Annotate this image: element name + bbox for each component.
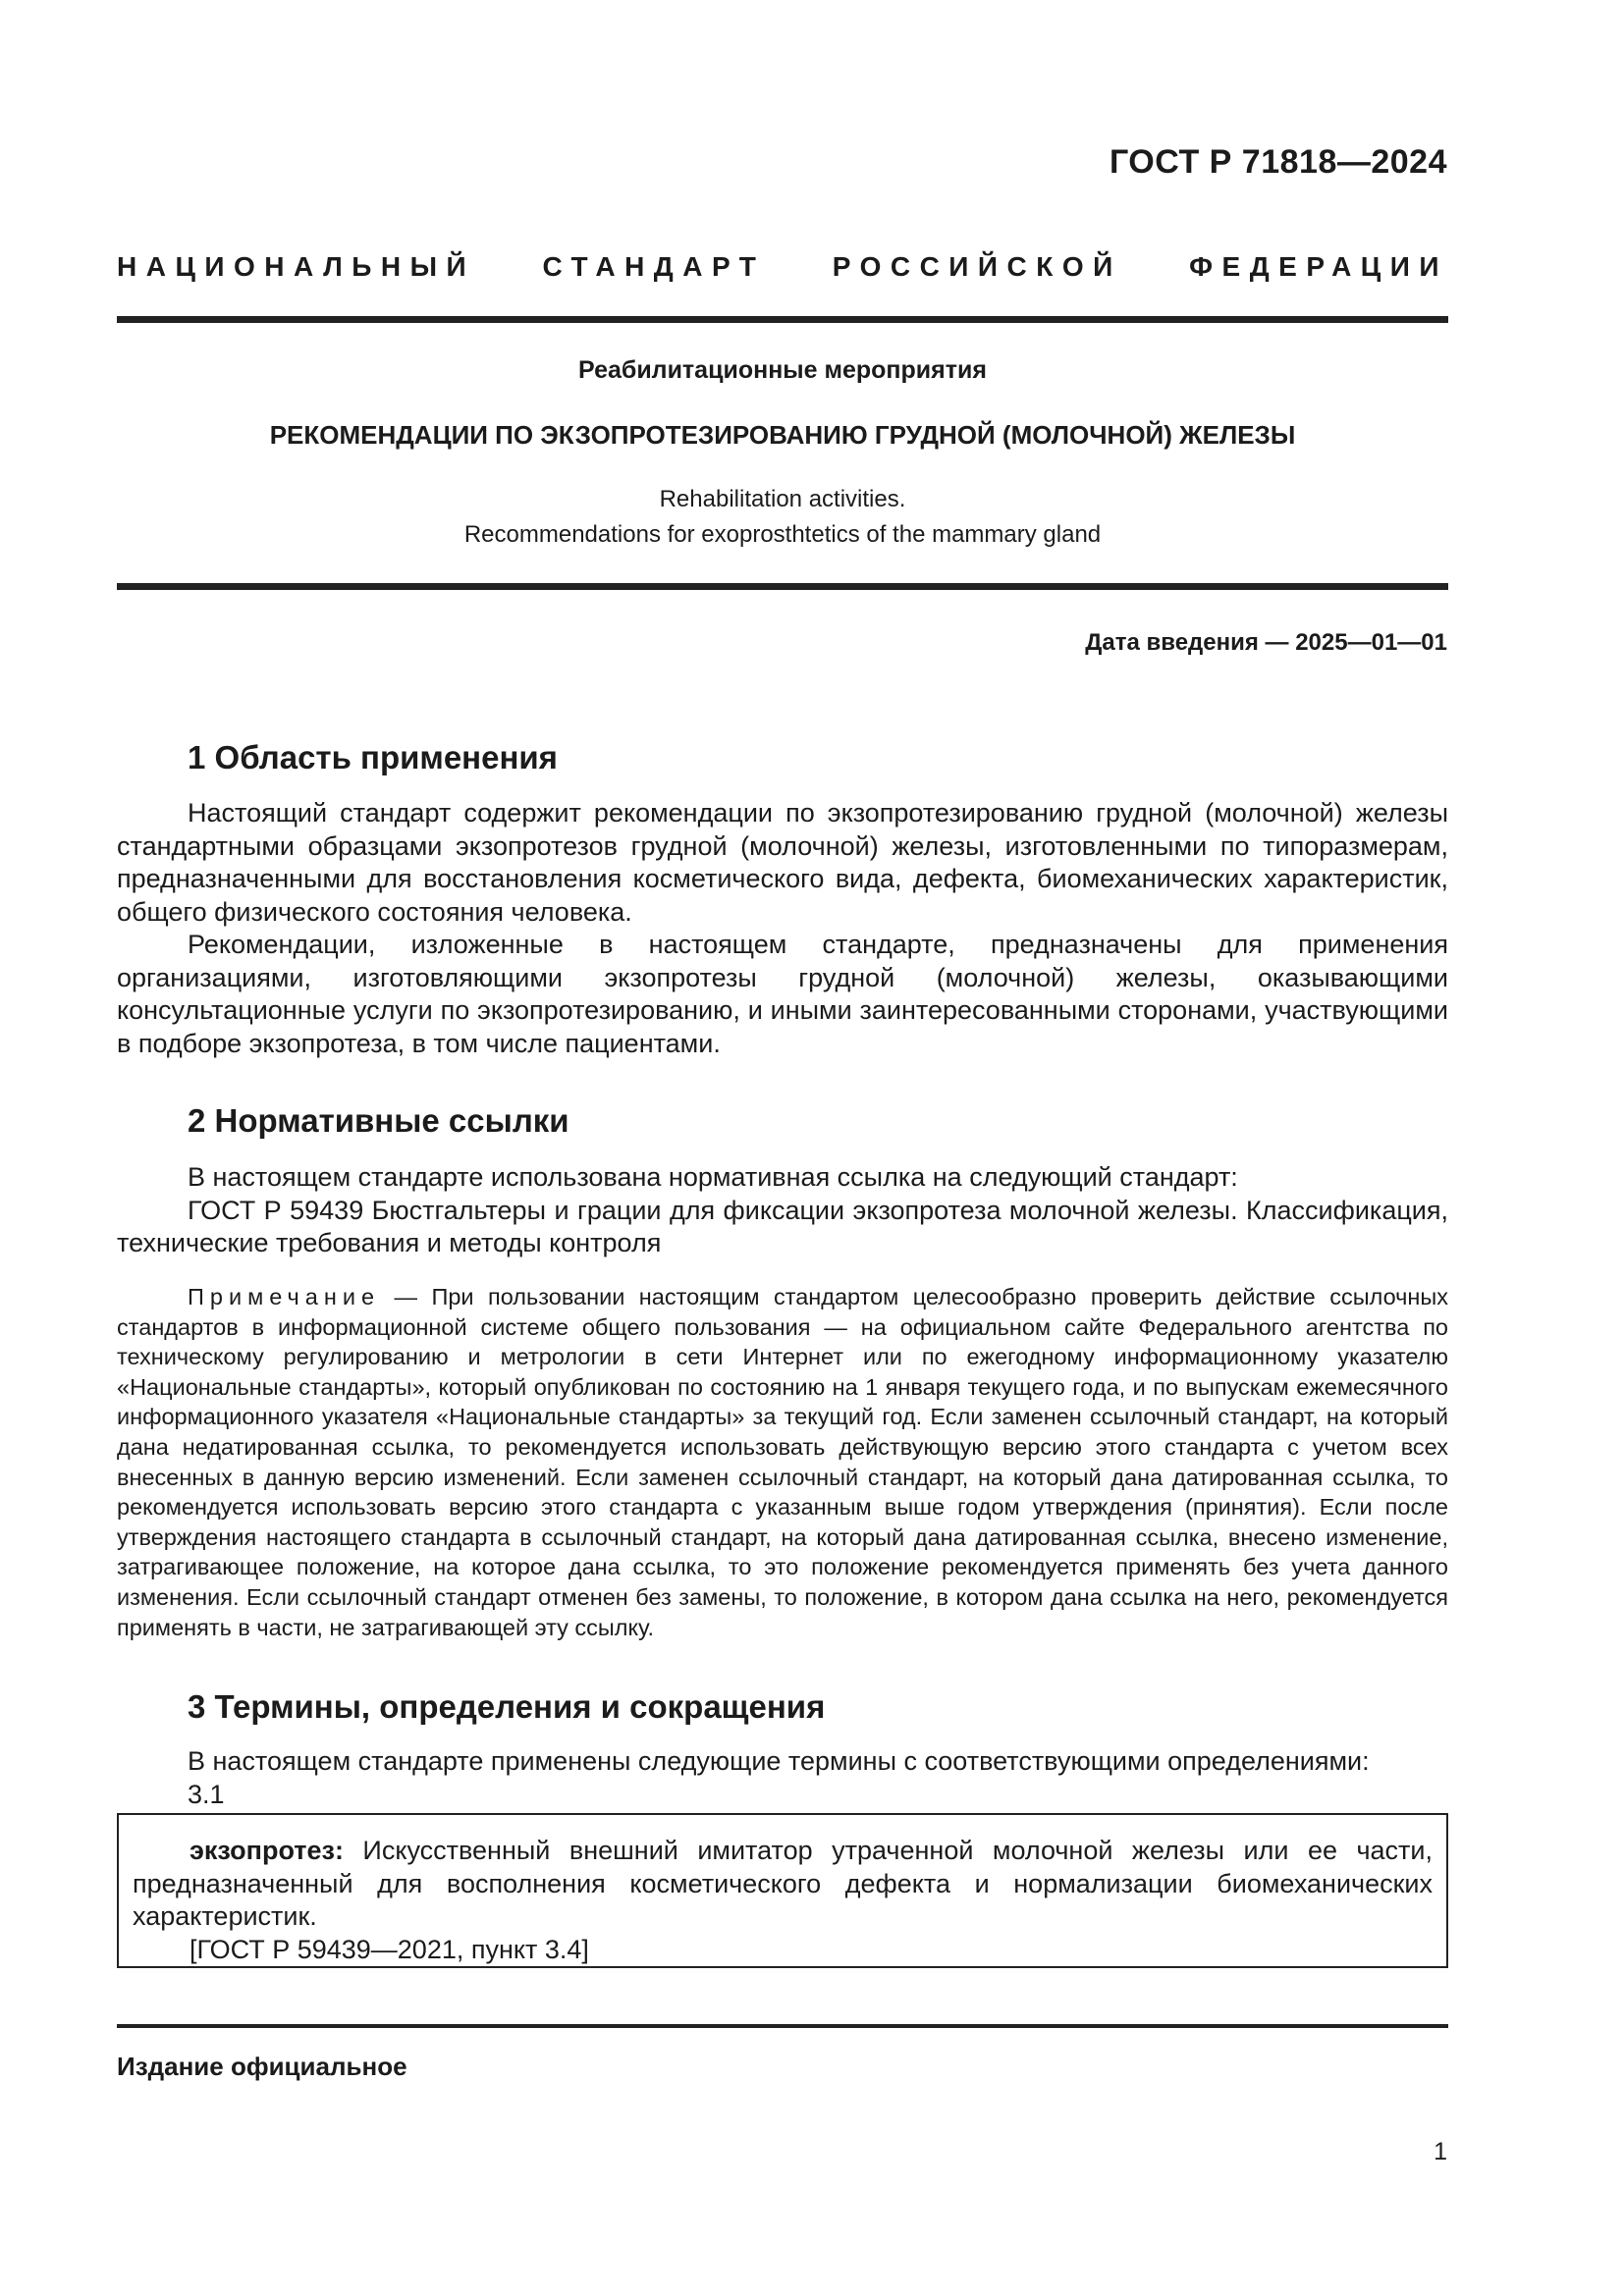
term-source: [ГОСТ Р 59439—2021, пункт 3.4]	[189, 1934, 589, 1964]
term-number: 3.1	[188, 1779, 225, 1809]
gost-number: ГОСТ Р 71818—2024	[1109, 143, 1447, 181]
section-3-heading: 3 Термины, определения и сокращения	[188, 1688, 826, 1725]
section-3-paragraph-1: В настоящем стандарте применены следующие термины с соответствующими определениями:	[188, 1746, 1370, 1776]
normative-reference: ГОСТ Р 59439 Бюстгальтеры и грации для фиксации экзопротеза молочной железы. Классификация, технические требования и методы контроля	[117, 1195, 1448, 1257]
note-text: — При пользовании настоящим стандартом целесообразно проверить действие ссылочных стандартов в информационной системе общего пользования — на официальном сайте Федерального агентства по техническому регулированию и метрологии в сети Интернет или по ежегодному информационному указателю «Национальные стандарты», который опубликован по состоянию на 1 января текущего года, и по выпускам ежемесячного информационного указателя «Национальные стандарты» за текущий год. Если заменен ссылочный стандарт, на который дана недатированная ссылка, то рекомендуется использовать действующую версию этого стандарта с учетом всех внесенных в данную версию изменений. Если заменен ссылочный стандарт, на который дана датированная ссылка, то рекомендуется использовать версию этого стандарта с указанным выше годом утверждения (принятия). Если после утверждения настоящего стандарта в ссылочный стандарт, на который дана датированная ссылка, внесено изменение, затрагивающее положение, на которое дана ссылка, то это положение рекомендуется применять без учета данного изменения. Если ссылочный стандарт отменен без замены, то положение, в котором дана ссылка на него, рекомендуется применять в части, не затрагивающей эту ссылку.	[117, 1284, 1448, 1640]
page-number: 1	[1434, 2138, 1447, 2165]
footer-rule	[117, 2024, 1448, 2028]
term-definition-box	[117, 1813, 1448, 1968]
english-title-line-2: Recommendations for exoprosthtetics of the mammary gland	[463, 521, 1102, 548]
term-definition: Искусственный внешний имитатор утраченной молочной железы или ее части, предназначенный для восполнения косметического дефекта и нормализации биомеханических характеристик.	[133, 1836, 1433, 1931]
section-2-body	[117, 1161, 1448, 1260]
section-1-body	[117, 797, 1448, 1060]
effective-date: Дата введения — 2025—01—01	[1085, 629, 1447, 656]
section-2-paragraph-1: В настоящем стандарте использована нормативная ссылка на следующий стандарт:	[188, 1162, 1238, 1192]
english-title-line-1: Rehabilitation activities.	[659, 486, 906, 512]
top-rule	[117, 316, 1448, 323]
document-subtitle: Реабилитационные мероприятия	[578, 356, 987, 384]
note-label: Примечание	[188, 1284, 381, 1309]
document-main-title: РЕКОМЕНДАЦИИ ПО ЭКЗОПРОТЕЗИРОВАНИЮ ГРУДНОЙ (МОЛОЧНОЙ) ЖЕЛЕЗЫ	[269, 420, 1296, 450]
section-2-heading: 2 Нормативные ссылки	[188, 1102, 569, 1139]
section-3-body	[117, 1745, 1448, 1811]
national-standard-title: НАЦИОНАЛЬНЫЙ СТАНДАРТ РОССИЙСКОЙ ФЕДЕРАЦИИ	[117, 251, 1448, 282]
section-1-heading: 1 Область применения	[188, 739, 558, 775]
title-bottom-rule	[117, 583, 1448, 590]
term-name: экзопротез:	[189, 1836, 344, 1865]
note-block	[117, 1282, 1448, 1642]
official-edition-label: Издание официальное	[117, 2052, 407, 2081]
english-title	[117, 482, 1448, 553]
section-1-paragraph-1: Настоящий стандарт содержит рекомендации по экзопротезированию грудной (молочной) железы стандартными образцами экзопротезов грудной (молочной) железы, изготовленными по типоразмерам, предназначенными для восстановления косметического вида, дефекта, биомеханических характеристик, общего физического состояния человека.	[117, 798, 1448, 927]
section-1-paragraph-2: Рекомендации, изложенные в настоящем стандарте, предназначены для применения организациями, изготовляющими экзопротезы грудной (молочной) железы, оказывающими консультационные услуги по экзопротезированию, и иными заинтересованными сторонами, участвующими в подборе экзопротеза, в том числе пациентами.	[117, 930, 1448, 1058]
